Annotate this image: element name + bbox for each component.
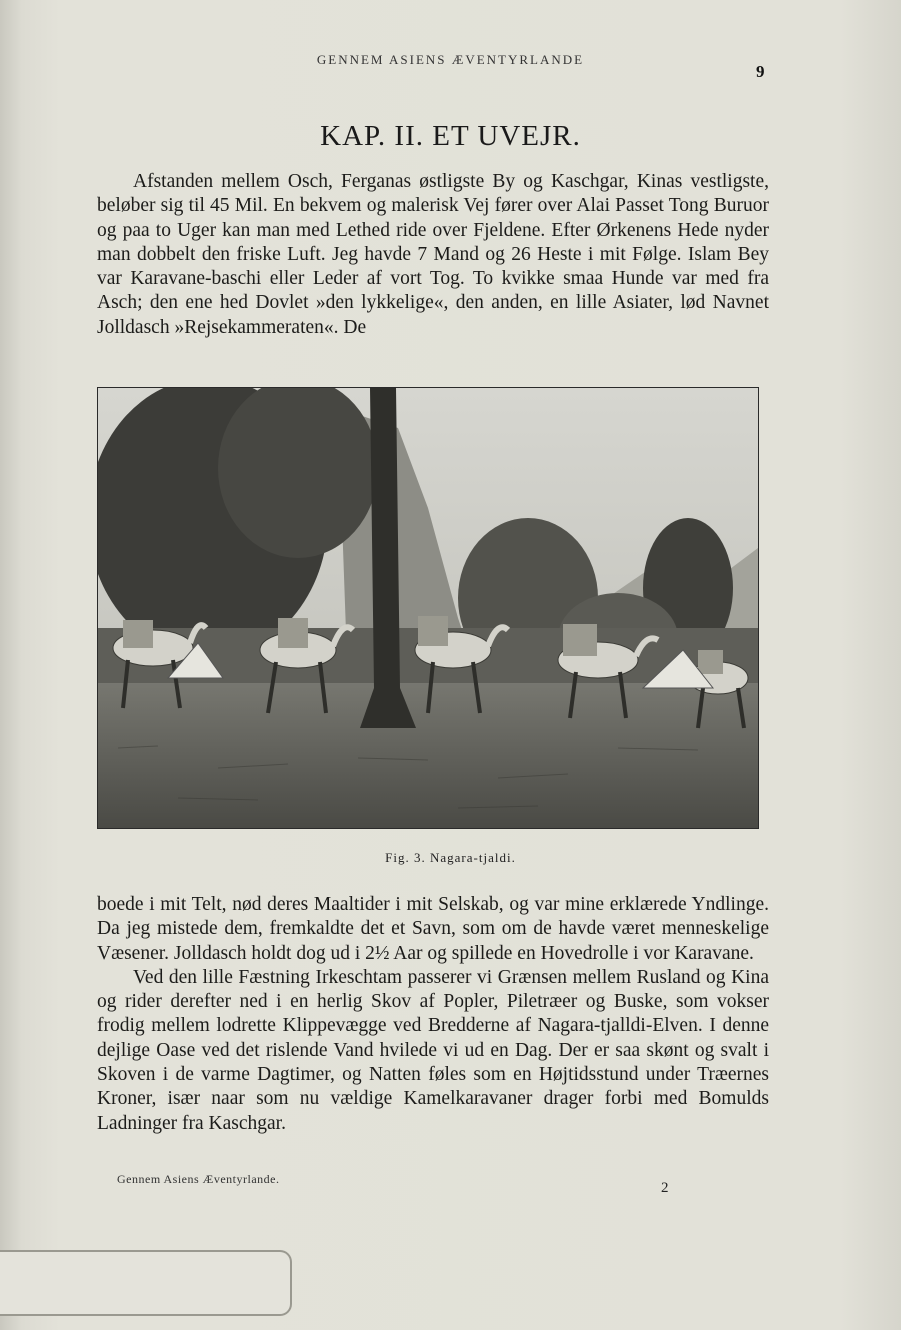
caravan-photo-illustration xyxy=(98,388,758,828)
body-paragraph-2a: boede i mit Telt, nød deres Maaltider i mit Selskab, og var mine erklærede Yndlinge. Da jeg mistede dem, fremkaldte det et Savn, som om de havde været menneskelige Væsener. Jolldasch holdt dog ud i 2½ Aar og spillede en Hovedrolle i vor Karavane. xyxy=(97,894,769,964)
chapter-title: KAP. II. ET UVEJR. xyxy=(320,120,581,152)
library-label xyxy=(0,1250,292,1316)
signature-mark: 2 xyxy=(661,1180,669,1196)
figure-photo-camel-caravan xyxy=(97,387,759,829)
body-paragraph-2b: Ved den lille Fæstning Irkeschtam passerer vi Grænsen mellem Rusland og Kina og rider derefter ned i en herlig Skov af Popler, Piletræer og Buske, som vokser frodig mellem lodrette Klippevægge ved Bredderne af Nagara-tjalldi-Elven. I denne dejlige Oase ved det rislende Vand hvilede vi ud en Dag. Der er saa skønt og svalt i Skoven i de varme Dagtimer, og Natten føles som en Højtidsstund under Træernes Kroner, især naar som nu vældige Kamelkaravaner drager forbi med Bomulds Ladninger fra Kaschgar. xyxy=(97,966,769,1134)
running-head: GENNEM ASIENS ÆVENTYRLANDE xyxy=(316,52,585,67)
body-continuation xyxy=(97,893,769,1136)
footer-book-title: Gennem Asiens Æventyrlande. xyxy=(117,1172,280,1186)
body-paragraph-1: Afstanden mellem Osch, Ferganas østligste By og Kaschgar, Kinas vestligste, beløber sig til 45 Mil. En bekvem og malerisk Vej fører over Alai Passet Tong Buruor og paa to Uger kan man med Lethed ride over Fjeldene. Efter Ørkenens Hede nyder man dobbelt den friske Luft. Jeg havde 7 Mand og 26 Heste i mit Følge. Islam Bey var Karavane-baschi eller Leder af vort Tog. To kvikke smaa Hunde var med fra Asch; den ene hed Dovlet »den lykkelige«, den anden, en lille Asiater, lød Navnet Jolldasch »Rejsekammeraten«. De xyxy=(97,171,769,338)
page-number: 9 xyxy=(756,62,765,81)
figure-caption: Fig. 3. Nagara-tjaldi. xyxy=(385,850,516,865)
